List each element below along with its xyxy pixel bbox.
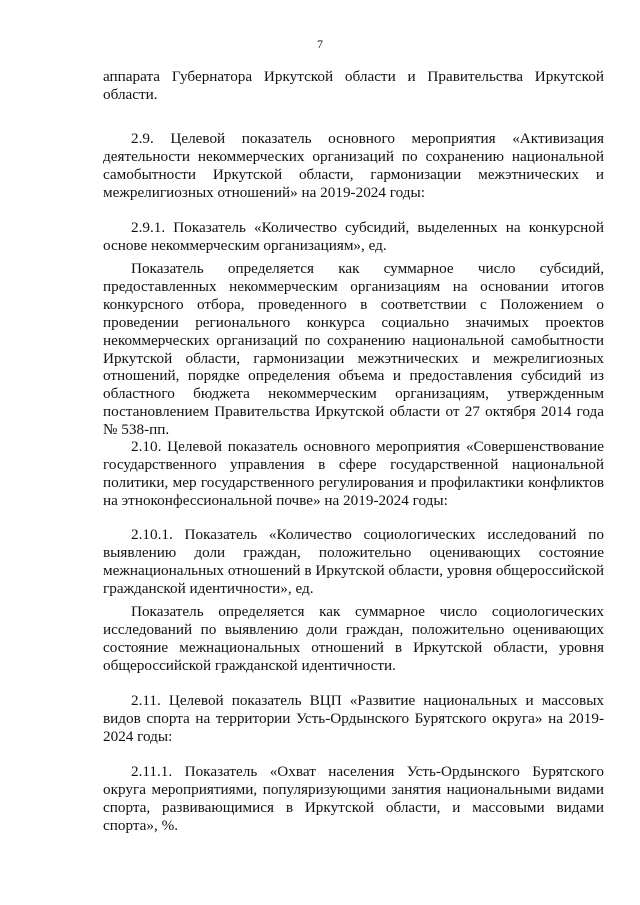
page-number: 7 <box>317 37 323 51</box>
paragraph-2-11: 2.11. Целевой показатель ВЦП «Развитие национальных и массовых видов спорта на территории Усть-Ордынского Бурятского округа» на 2019-2024 годы: <box>103 692 604 745</box>
paragraph-2-10: 2.10. Целевой показатель основного мероприятия «Совершенствование государственного управления в сфере государственной национальной политики, мер государственного регулирования и профилактики конфликтов на этноконфессиональной почве» на 2019-2024 годы: <box>103 438 604 509</box>
paragraph-2-10-1: 2.10.1. Показатель «Количество социологических исследований по выявлению доли граждан, положительно оценивающих состояние межнациональных отношений в Иркутской области, уровня общероссийской гражданской идентичности», ед. <box>103 526 604 597</box>
paragraph-2-9-1: 2.9.1. Показатель «Количество субсидий, выделенных на конкурсной основе некоммерческим организациям», ед. <box>103 219 604 254</box>
paragraph-2-10-1-definition: Показатель определяется как суммарное число социологических исследований по выявлению доли граждан, положительно оценивающих состояние межнациональных отношений в Иркутской области, уровня общероссийской гражданской идентичности. <box>103 603 604 674</box>
paragraph-continuation: аппарата Губернатора Иркутской области и Правительства Иркутской области. <box>103 68 604 103</box>
paragraph-2-9: 2.9. Целевой показатель основного мероприятия «Активизация деятельности некоммерческих организаций по сохранению национальной самобытности Иркутской области, гармонизации межэтнических и межрелигиозных отношений» на 2019-2024 годы: <box>103 130 604 201</box>
paragraph-2-11-1: 2.11.1. Показатель «Охват населения Усть-Ордынского Бурятского округа мероприятиями, популяризующими занятия национальными видами спорта, развивающимися в Иркутской области, и массовыми видами спорта», %. <box>103 763 604 834</box>
paragraph-2-9-1-definition: Показатель определяется как суммарное число субсидий, предоставленных некоммерческим организациям на основании итогов конкурсного отбора, проведенного в соответствии с Положением о проведении регионального конкурса социально значимых проектов некоммерческих организаций по сохранению национальной самобытности Иркутской области, гармонизации межэтнических и межрелигиозных отношений, порядке определения объема и предоставления субсидий из областного бюджета некоммерческим организациям, утвержденным постановлением Правительства Иркутской области от 27 октября 2014 года № 538-пп. <box>103 260 604 439</box>
